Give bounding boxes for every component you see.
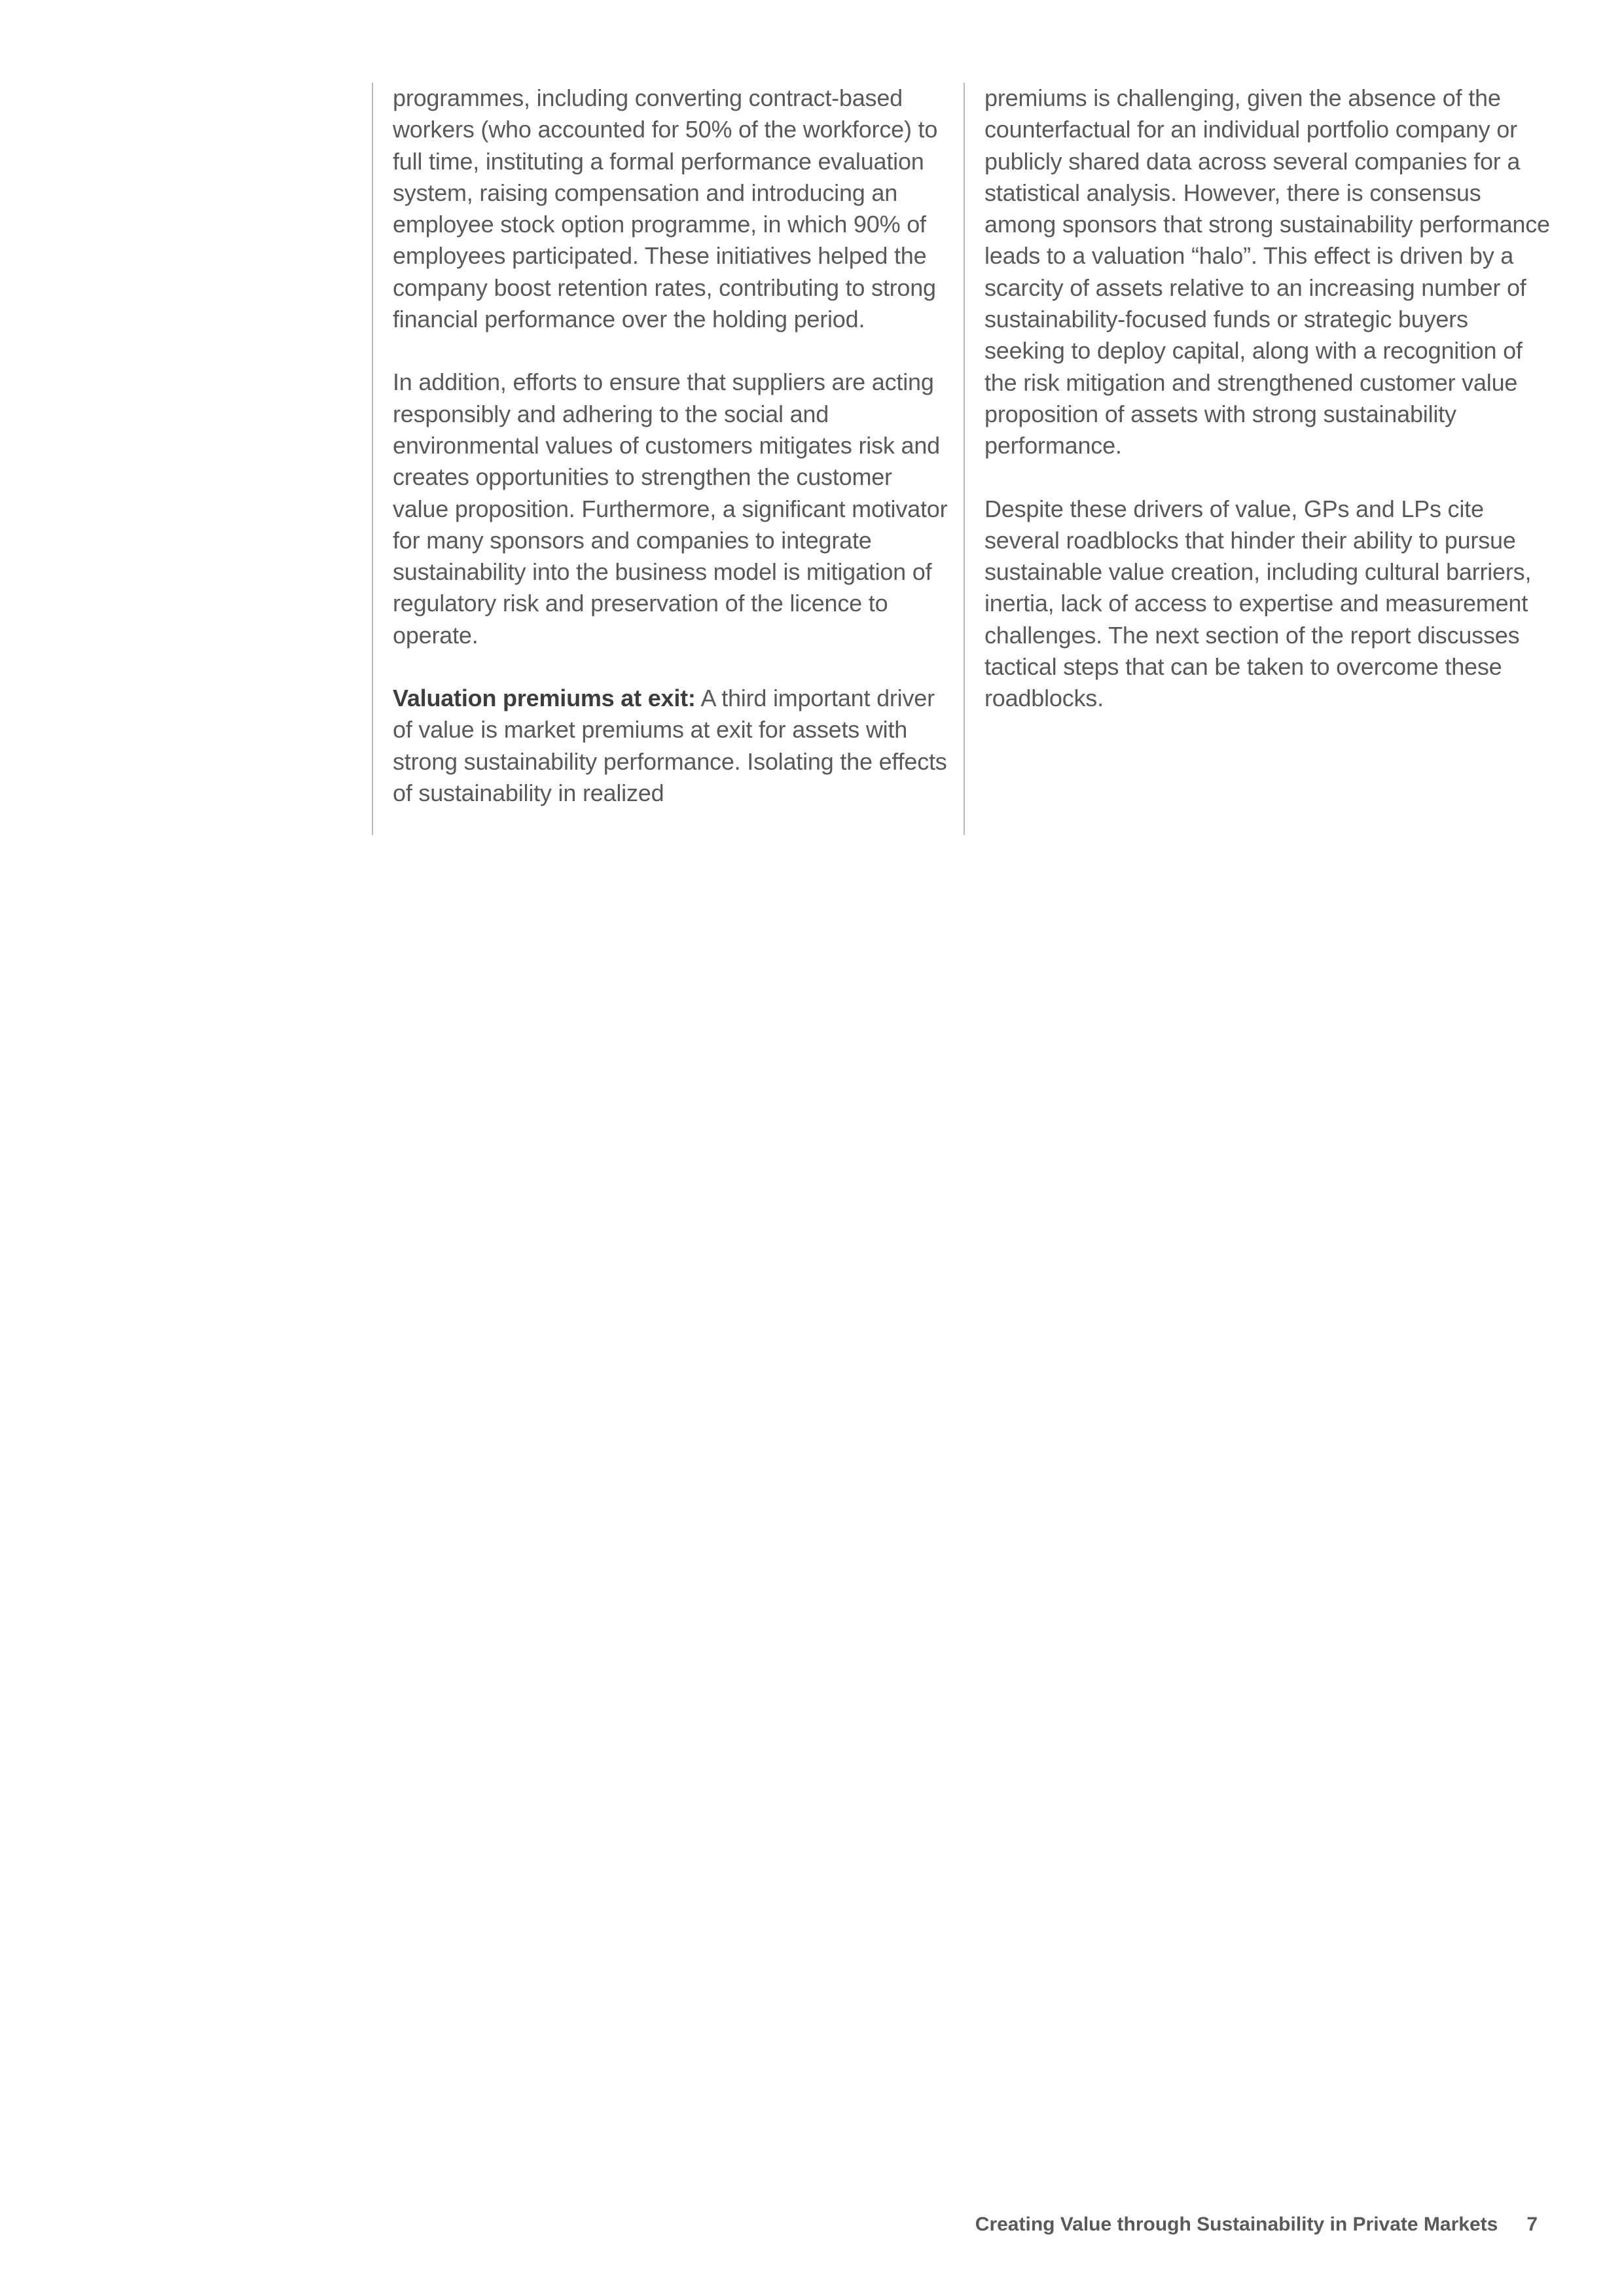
- paragraph-workforce-programmes: programmes, including converting contract-based workers (who accounted for 50% of the workforce) to full time, instituting a formal performance evaluation system, raising compensation and introducing an employee stock option programme, in which 90% of employees participated. These initiatives helped the company boost retention rates, contributing to strong financial performance over the holding period.: [393, 84, 938, 333]
- paragraph-roadblocks: Despite these drivers of value, GPs and LPs cite several roadblocks that hinder their ability to pursue sustainable value creation, including cultural barriers, inertia, lack of access to expertise and measurement challenges. The next section of the report discusses tactical steps that can be taken to overcome these roadblocks.: [984, 495, 1532, 712]
- left-text-column: [372, 82, 948, 835]
- page-number: 7: [1526, 2214, 1538, 2235]
- valuation-premiums-text: A third important driver of value is market premiums at exit for assets with strong sustainability performance. Isolating the effects of sustainability in realized: [393, 685, 947, 806]
- paragraph-supplier-responsibility: In addition, efforts to ensure that suppliers are acting responsibly and adhering to the social and environmental values of customers mitigates risk and creates opportunities to strengthen the customer value proposition. Furthermore, a significant motivator for many sponsors and companies to integrate sustainability into the business model is mitigation of regulatory risk and preservation of the licence to operate.: [393, 368, 948, 649]
- footer-report-title: Creating Value through Sustainability in Private Markets: [975, 2214, 1498, 2235]
- page-footer: [975, 2214, 1538, 2236]
- paragraph-valuation-premiums: [393, 683, 948, 809]
- paragraph-valuation-halo: premiums is challenging, given the absence of the counterfactual for an individual portfolio company or publicly shared data across several companies for a statistical analysis. However, there is consensus among sponsors that strong sustainability performance leads to a valuation “halo”. This effect is driven by a scarcity of assets relative to an increasing number of sustainability-focused funds or strategic buyers seeking to deploy capital, along with a recognition of the risk mitigation and strengthened customer value proposition of assets with strong sustainability performance.: [984, 84, 1550, 459]
- valuation-premiums-heading: Valuation premiums at exit:: [393, 685, 696, 712]
- right-text-column: [964, 82, 1553, 835]
